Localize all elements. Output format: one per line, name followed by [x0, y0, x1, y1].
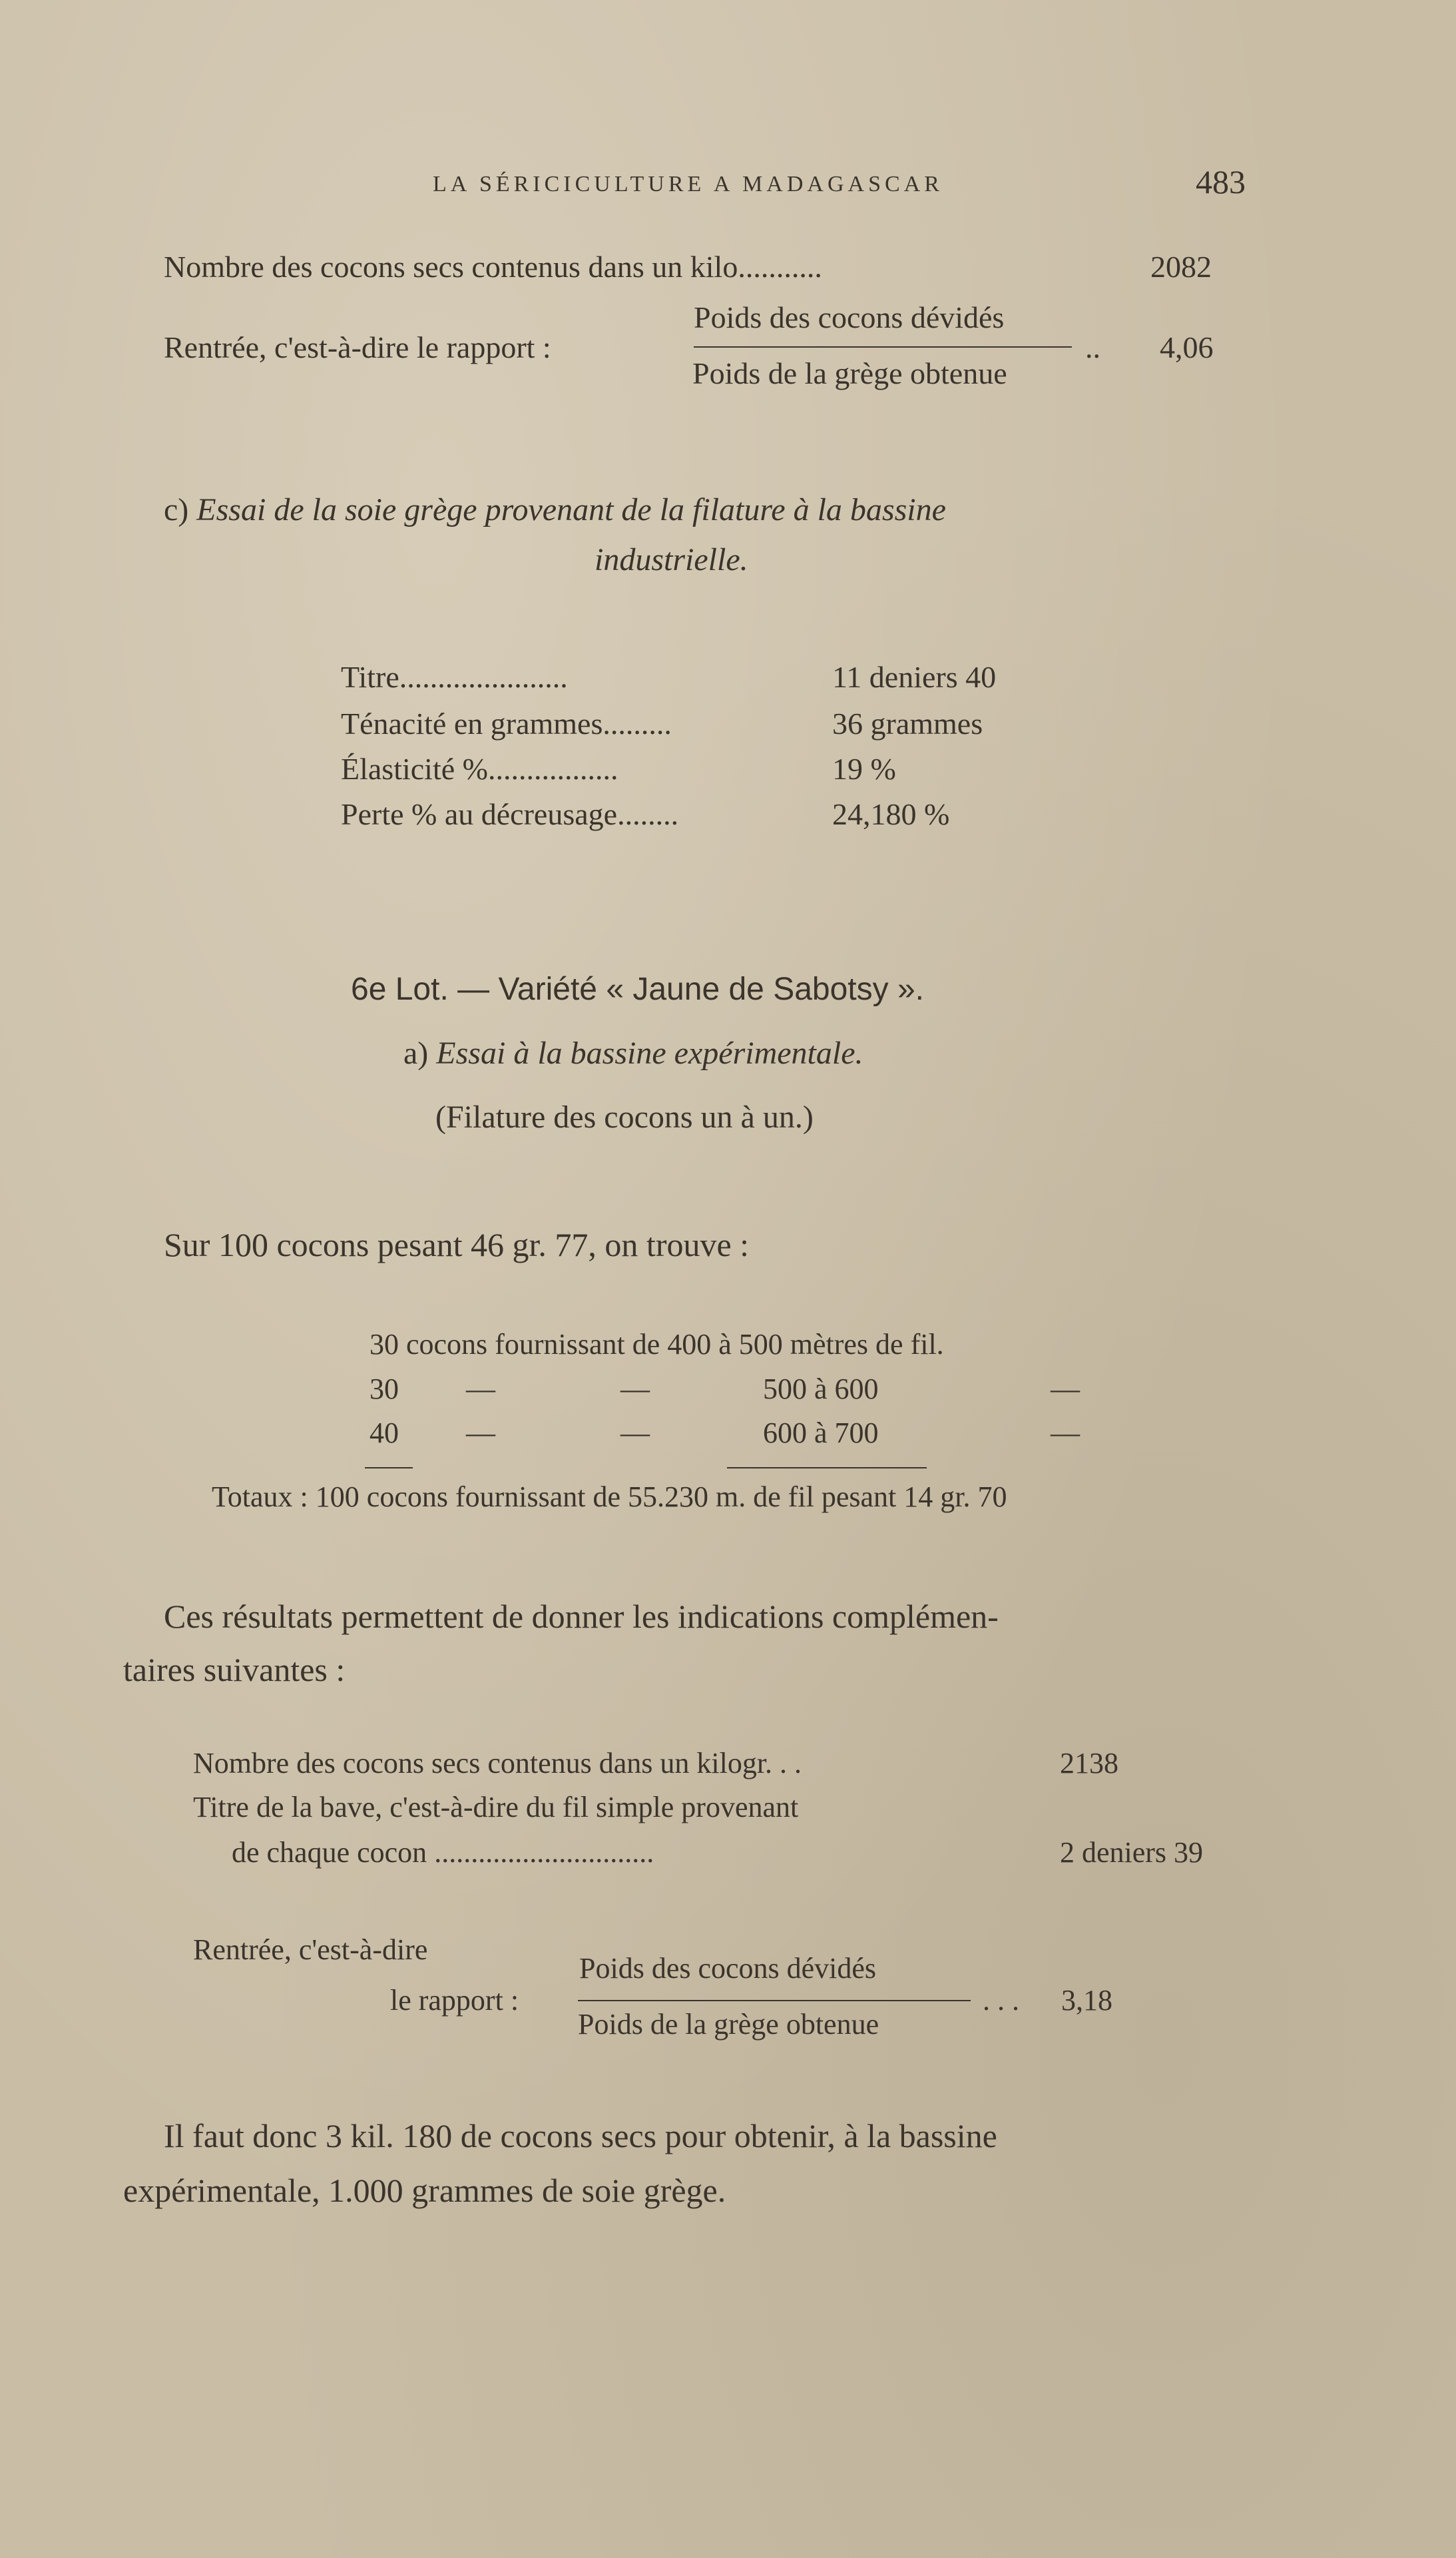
rentree-label: Rentrée, c'est-à-dire le rapport :: [164, 330, 551, 364]
rentree-denominator: Poids de la grège obtenue: [692, 356, 1007, 390]
lot-heading: 6e Lot. — Variété « Jaune de Sabotsy ».: [351, 972, 924, 1007]
cocon-row-1: [369, 1327, 944, 1361]
cocon-row-3-count: 40: [369, 1417, 399, 1449]
bottom-rentree-value: 3,18: [1061, 1984, 1112, 2017]
prop-titre-label: Titre......................: [341, 660, 568, 694]
section-c-title: [164, 491, 946, 528]
sum-rule-count: [365, 1467, 413, 1468]
nombre-kilo-text: Nombre des cocons secs contenus dans un kilo: [164, 250, 738, 284]
cocon-row-3-dash3: —: [1051, 1417, 1080, 1449]
section-c-title-line1: Essai de la soie grège provenant de la filature à la bassine: [196, 492, 946, 527]
sum-rule-meters: [727, 1467, 927, 1468]
cocon-row-3-range: 600 à 700: [763, 1417, 879, 1449]
cocon-row-2-dash3: —: [1051, 1373, 1080, 1405]
nombre-kilo-label: [164, 249, 822, 284]
page-number: 483: [1196, 163, 1246, 200]
bottom-titre-line1: Titre de la bave, c'est-à-dire du fil simple provenant: [193, 1791, 799, 1823]
cocon-row-2-dash2: —: [620, 1373, 650, 1405]
nombre-kilo-dots: ...........: [738, 250, 822, 284]
prop-perte-value: 24,180 %: [832, 797, 950, 831]
cocon-row-3-dash2: —: [620, 1417, 650, 1449]
totaux-line: Totaux : 100 cocons fournissant de 55.230 m. de fil pesant 14 gr. 70: [212, 1480, 1007, 1513]
bottom-rentree-line2: le rapport :: [390, 1984, 519, 2017]
section-c-title-line2: industrielle.: [595, 542, 748, 577]
bottom-denominator: Poids de la grège obtenue: [578, 2008, 879, 2041]
lot-sub-title: Essai à la bassine expérimentale.: [436, 1036, 863, 1071]
bottom-rentree-line1: Rentrée, c'est-à-dire: [193, 1933, 428, 1966]
sur-line: Sur 100 cocons pesant 46 gr. 77, on trouve :: [164, 1226, 750, 1263]
section-c-marker: c): [164, 492, 189, 527]
para2-line2: expérimentale, 1.000 grammes de soie grège.: [123, 2172, 726, 2209]
rentree-numerator: Poids des cocons dévidés: [694, 300, 1005, 334]
rentree-value: 4,06: [1160, 330, 1214, 364]
prop-elasticite-label: Élasticité %.................: [341, 752, 618, 786]
bottom-fraction-bar: [578, 2000, 971, 2001]
lot-subtitle: [403, 1035, 863, 1072]
bottom-titre-value: 2 deniers 39: [1060, 1836, 1204, 1869]
lot-sub-marker: a): [403, 1036, 429, 1071]
prop-tenacite-value: 36 grammes: [832, 707, 983, 741]
lot-parenthetical: (Filature des cocons un à un.): [435, 1100, 814, 1135]
cocon-row-1-count: 30: [369, 1328, 399, 1361]
para1-line2: taires suivantes :: [123, 1651, 346, 1688]
cocon-row-2-count: 30: [369, 1373, 399, 1405]
para1-line1: Ces résultats permettent de donner les indications complémen-: [164, 1598, 999, 1635]
prop-elasticite-value: 19 %: [832, 752, 896, 786]
cocon-row-1-text: cocons fournissant de 400 à 500 mètres de fil.: [406, 1328, 944, 1361]
cocon-row-3-dash1: —: [466, 1417, 495, 1449]
prop-titre-value: 11 deniers 40: [832, 660, 997, 694]
prop-perte-label: Perte % au décreusage........: [341, 797, 679, 831]
running-title: LA SÉRICICULTURE A MADAGASCAR: [433, 172, 943, 196]
bottom-nombre-value: 2138: [1060, 1747, 1118, 1779]
fraction-bar: [694, 346, 1072, 348]
rentree-dots: ..: [1085, 330, 1100, 364]
para2-line1: Il faut donc 3 kil. 180 de cocons secs pour obtenir, à la bassine: [164, 2117, 997, 2154]
cocon-row-2-dash1: —: [466, 1373, 495, 1405]
bottom-nombre-label: Nombre des cocons secs contenus dans un kilogr. . .: [193, 1747, 802, 1779]
bottom-titre-line2: de chaque cocon ..............................: [232, 1836, 654, 1869]
nombre-kilo-value: 2082: [1150, 250, 1212, 284]
cocon-row-2-range: 500 à 600: [763, 1373, 879, 1405]
prop-tenacite-label: Ténacité en grammes.........: [341, 707, 672, 741]
bottom-numerator: Poids des cocons dévidés: [579, 1952, 877, 1985]
bottom-rentree-dots: . . .: [983, 1984, 1019, 2017]
